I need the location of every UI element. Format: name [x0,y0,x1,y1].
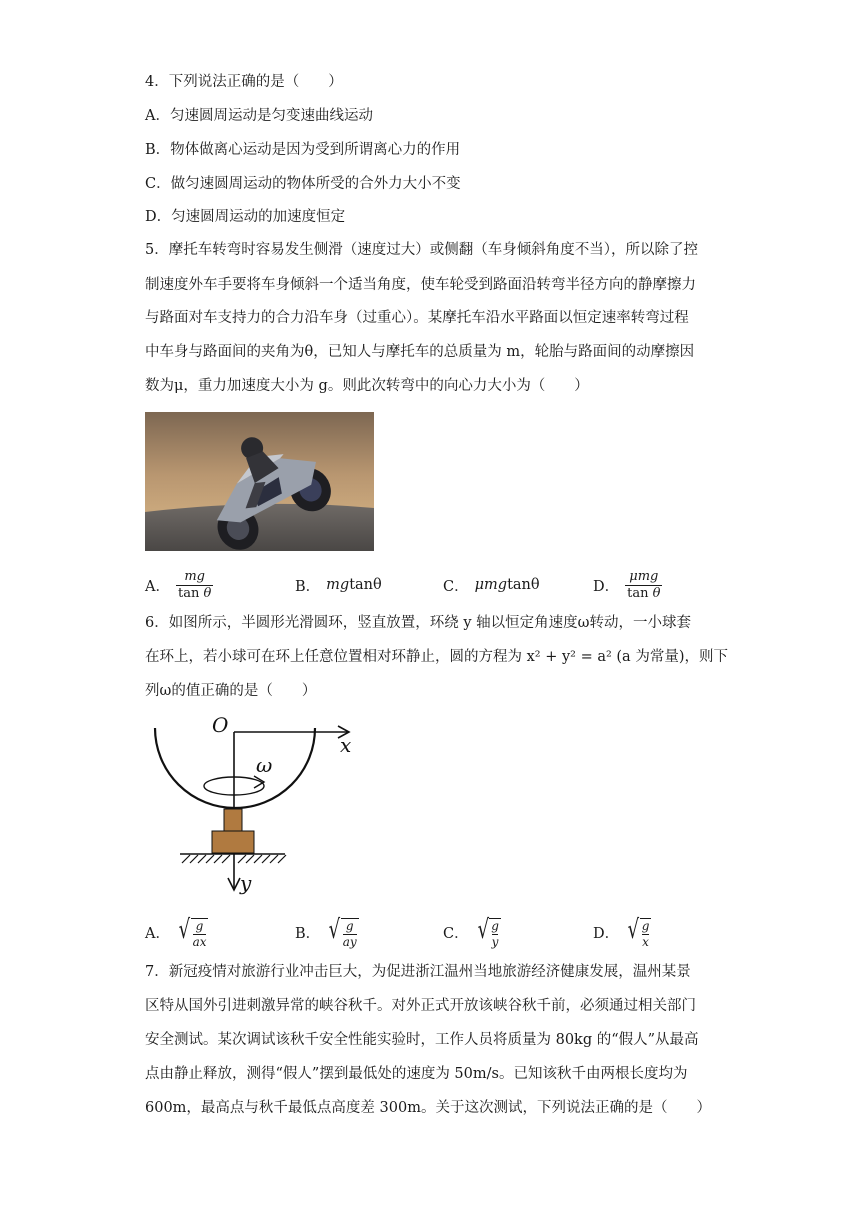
rotation-arrowhead [254,776,264,788]
upper-block [224,809,242,831]
q5-option-b [295,565,382,605]
denominator-var: θ [652,585,661,601]
origin-label: O [212,713,229,737]
option-label: C． [443,925,469,942]
denominator-func: tan [627,585,649,601]
semicircle-ring [155,728,315,808]
q5-option-a [145,565,213,605]
q4-option-a: A．匀速圆周运动是匀变速曲线运动 [145,108,373,124]
option-expression: mg [326,577,350,593]
numerator: g [491,918,499,933]
y-axis-label: y [240,871,252,895]
q5-option-d [593,565,662,605]
q4-option-d: D．匀速圆周运动的加速度恒定 [145,209,346,225]
q6-option-c [443,912,501,952]
option-expression-tail: tanθ [507,577,540,593]
option-label: D． [593,578,620,595]
q7-line-3: 安全测试。某次调试该秋千安全性能实验时，工作人员将质量为 80kg 的“假人”从最高 [145,1032,699,1048]
numerator: g [641,918,650,933]
x-axis-label: x [340,733,352,757]
option-label: A． [145,925,170,942]
q4-option-c: C．做匀速圆周运动的物体所受的合外力大小不变 [145,176,461,192]
denominator: x [642,934,649,949]
square-root: √ $\frac{g}{ax}$ [178,914,207,949]
square-root: √ $\frac{g}{ay}$ [328,914,357,949]
q7-line-4: 点由静止释放，测得“假人”摆到最低处的速度为 50m/s。已知该秋千由两根长度均为 [145,1066,688,1082]
q7-line-2: 区特从国外引进刺激异常的峡谷秋千。对外正式开放该峡谷秋千前，必须通过相关部门 [145,998,696,1014]
option-label: B． [295,578,321,595]
q5-line-1: 5．摩托车转弯时容易发生侧滑（速度过大）或侧翻（车身倾斜角度不当），所以除了控 [145,242,698,258]
denominator [625,585,662,602]
q4-stem: 4．下列说法正确的是（ ） [145,74,343,90]
option-label: B． [295,925,321,942]
q6-option-a [145,912,208,952]
numerator: g [195,918,204,933]
denominator: y [491,934,499,949]
motorcycle-photo [145,412,374,551]
q7-line-1: 7．新冠疫情对旅游行业冲击巨大，为促进浙江温州当地旅游经济健康发展，温州某景 [145,964,691,980]
fraction [176,569,213,602]
denominator: ax [192,934,207,949]
q6-option-d [593,912,651,952]
q6-option-b [295,912,359,952]
q7-line-5: 600m，最高点与秋千最低点高度差 300m。关于这次测试，下列说法正确的是（ ） [145,1100,711,1116]
option-label: C． [443,578,469,595]
option-expression-tail: tanθ [349,577,382,593]
q5-line-2: 制速度外车手要将车身倾斜一个适当角度，使车轮受到路面沿转弯半径方向的静摩擦力 [145,277,696,293]
q5-line-3: 与路面对车支持力的合力沿车身（过重心）。某摩托车沿水平路面以恒定速率转弯过程 [145,310,689,326]
denominator [176,585,213,602]
option-label: D． [593,925,620,942]
option-expression: μmg [474,577,508,593]
q5-option-c [443,565,540,605]
q6-options [145,912,705,952]
q5-line-4: 中车身与路面间的夹角为θ，已知人与摩托车的总质量为 m，轮胎与路面间的动摩擦因 [145,344,695,360]
numerator: g [345,918,354,933]
q5-line-5: 数为μ，重力加速度大小为 g。则此次转弯中的向心力大小为（ ） [145,378,589,394]
numerator: mg [184,568,205,584]
q6-line-2: 在环上，若小球可在环上任意位置相对环静止，圆的方程为 x² + y² = a² (a 为常量)，则下 [145,649,728,665]
option-label: A． [145,578,170,595]
square-root: √ $\frac{g}{y}$ [477,914,499,949]
q4-option-b: B．物体做离心运动是因为受到所谓离心力的作用 [145,142,461,158]
q6-line-3: 列ω的值正确的是（ ） [145,683,317,699]
denominator-var: θ [203,585,212,601]
q6-line-1: 6．如图所示，半圆形光滑圆环，竖直放置，环绕 y 轴以恒定角速度ω转动，一小球套 [145,615,691,631]
omega-label: ω [256,753,273,777]
denominator: ay [342,934,357,949]
fraction [625,569,662,602]
q5-options [145,565,705,605]
denominator-func: tan [177,585,200,601]
base-block [212,831,254,853]
numerator: μmg [629,568,659,584]
square-root: √ $\frac{g}{x}$ [627,914,650,949]
ring-diagram [150,712,370,897]
